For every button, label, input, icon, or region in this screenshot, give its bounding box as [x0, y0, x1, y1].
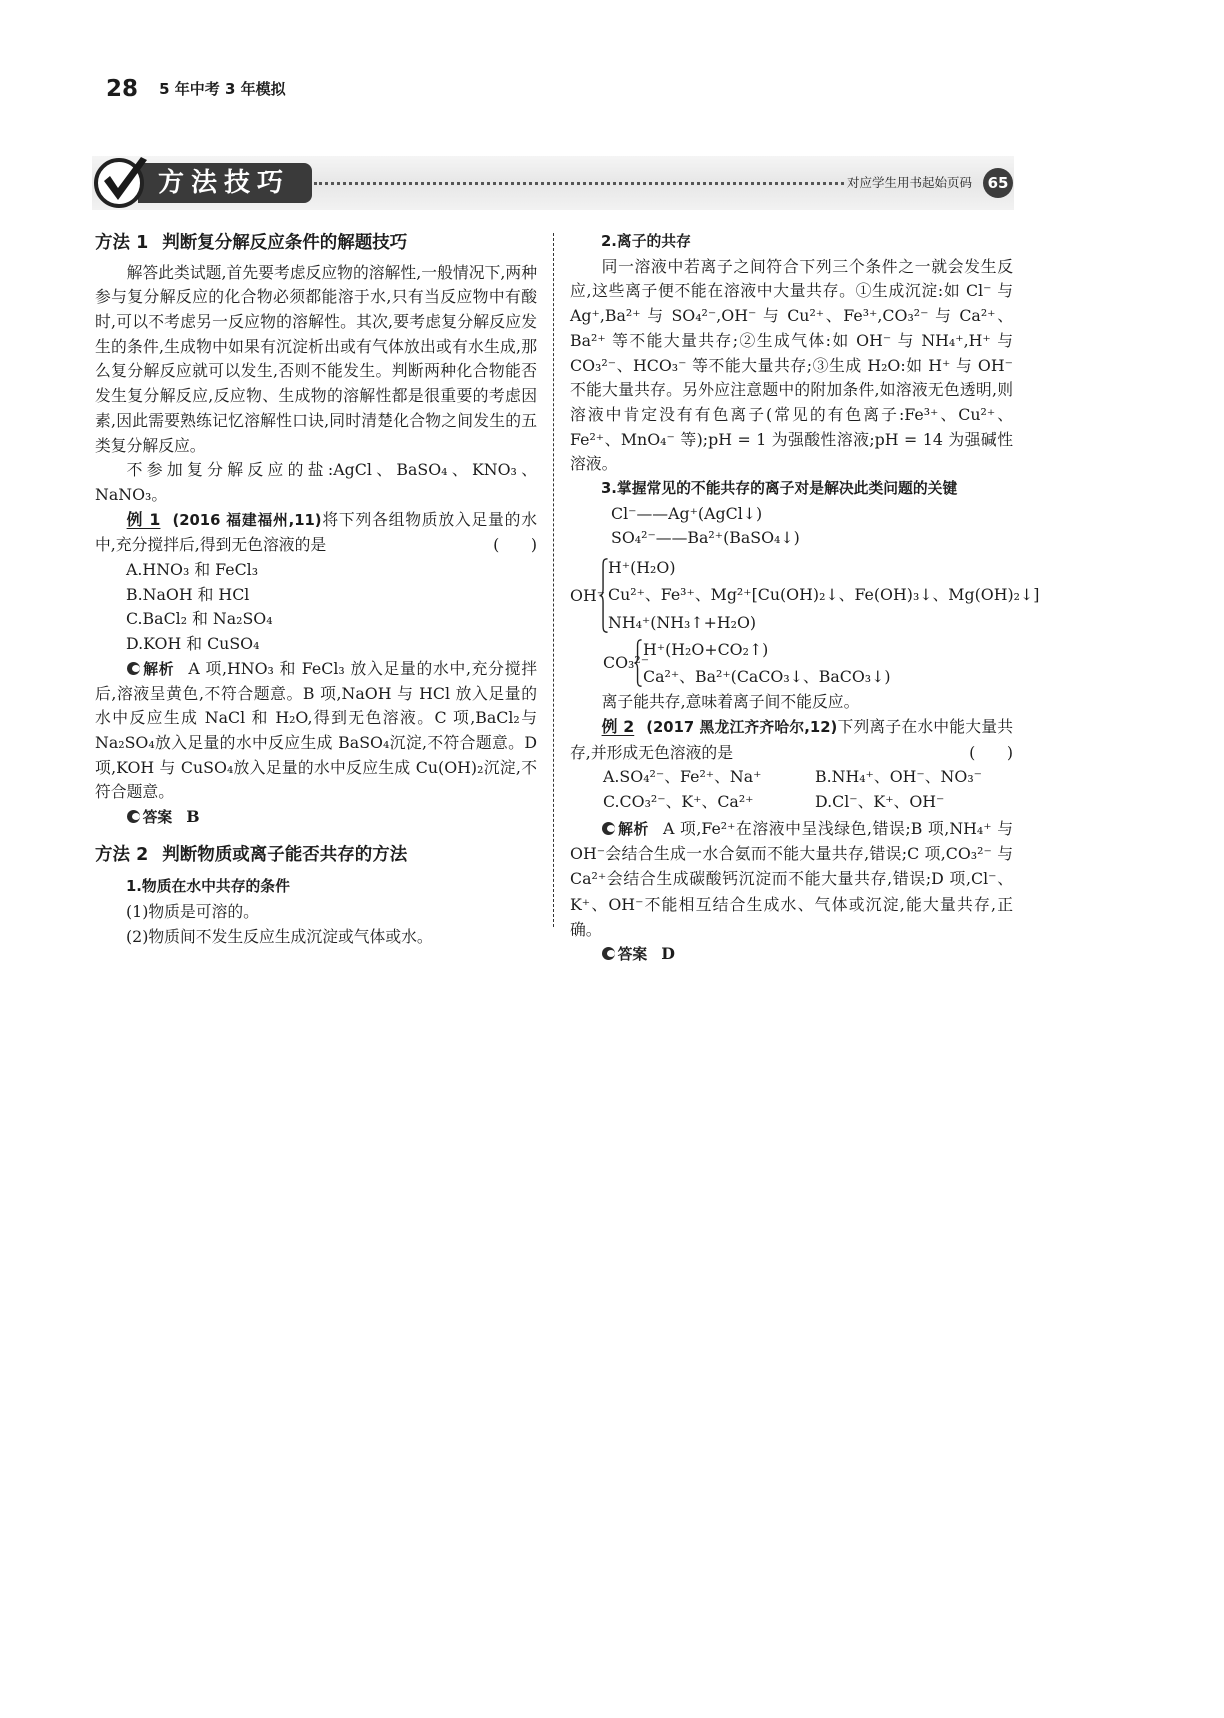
right-column: [570, 230, 1040, 967]
method-label: 方法 2: [95, 844, 149, 865]
answer-icon: [127, 810, 140, 823]
hydroxide-ion-group: [570, 554, 1040, 637]
non-reacting-salts-note: 不参加复分解反应的盐:AgCl、BaSO₄、KNO₃、NaNO₃。: [95, 460, 537, 504]
method-title: 判断复分解反应条件的解题技巧: [162, 233, 408, 253]
option-c: C.CO₃²⁻、K⁺、Ca²⁺: [603, 792, 754, 812]
method-2-heading: [95, 842, 537, 868]
page-header: [106, 74, 286, 104]
page-ref-number: 65: [983, 168, 1013, 198]
page-ref-label: 对应学生用书起始页码: [847, 175, 973, 190]
subsection-heading: 1.物质在水中共存的条件: [126, 878, 290, 896]
example-2-question: [570, 715, 1013, 765]
analysis-text: A 项,HNO₃ 和 FeCl₃ 放入足量的水中,充分搅拌后,溶液呈黄色,不符合题意。B 项,NaOH 与 HCl 放入足量的水中反应生成 NaCl 和 H₂O,得到无色溶液。C 项,BaCl₂与 Na₂SO₄放入足量的水中反应生成 BaSO₄沉淀,不符合题意。D 项,KOH 与 CuSO₄放入足量的水中反应生成 Cu(OH)₂沉淀,不符合题意。: [95, 658, 537, 802]
option-d: D.KOH 和 CuSO₄: [126, 634, 260, 654]
group-item: NH₄⁺(NH₃↑+H₂O): [608, 612, 757, 632]
example-1-analysis: [95, 657, 537, 805]
coexistence-note: 离子能共存,意味着离子间不能反应。: [601, 692, 860, 712]
example-2-options: [570, 765, 1013, 814]
option-a: A.SO₄²⁻、Fe²⁺、Na⁺: [603, 767, 762, 787]
condition-item: (1)物质是可溶的。: [126, 902, 259, 922]
answer-value: B: [186, 807, 200, 827]
example-source: (2016 福建福州,11): [172, 511, 322, 529]
section-title: 方法技巧: [138, 163, 312, 203]
answer-bracket: ( ): [969, 742, 1013, 762]
example-1-question: [95, 508, 537, 558]
example-2-analysis: [570, 816, 1013, 942]
ion-pair: Cl⁻——Ag⁺(AgCl↓): [611, 503, 763, 523]
checkmark-icon: [100, 152, 150, 204]
section-banner: [92, 156, 1014, 210]
condition-item: (2)物质间不发生反应生成沉淀或气体或水。: [126, 926, 433, 946]
page-number: 28: [106, 76, 139, 102]
ion-pair: SO₄²⁻——Ba²⁺(BaSO₄↓): [611, 528, 800, 548]
answer-label: 答案: [142, 809, 173, 827]
group-item: Cu²⁺、Fe³⁺、Mg²⁺[Cu(OH)₂↓、Fe(OH)₃↓、Mg(OH)₂↓]: [608, 585, 1040, 605]
group-item: H⁺(H₂O+CO₂↑): [643, 640, 769, 660]
example-label: 例 2: [601, 716, 635, 736]
dotted-leader: [314, 182, 844, 185]
subsection-heading: 3.掌握常见的不能共存的离子对是解决此类问题的关键: [601, 480, 958, 498]
example-2-answer: [570, 942, 1013, 967]
method-title: 判断物质或离子能否共存的方法: [162, 844, 408, 865]
ion-coexistence-explanation: 同一溶液中若离子之间符合下列三个条件之一就会发生反应,这些离子便不能在溶液中大量共存。①生成沉淀:如 Cl⁻ 与 Ag⁺,Ba²⁺ 与 SO₄²⁻,OH⁻ 与 Cu²⁺、Fe³⁺,CO₃²⁻ 与 Ca²⁺、Ba²⁺ 等不能大量共存;②生成气体:如 OH⁻ 与 NH₄⁺,H⁺ 与 CO₃²⁻、HCO₃⁻ 等不能大量共存;③生成 H₂O:如 H⁺ 与 OH⁻不能大量共存。另外应注意题中的附加条件,如溶液无色透明,则溶液中肯定没有有色离子(常见的有色离子:Fe³⁺、Cu²⁺、Fe²⁺、MnO₄⁻ 等);pH = 1 为强酸性溶液;pH = 14 为强碱性溶液。: [570, 256, 1013, 474]
example-source: (2017 黑龙江齐齐哈尔,12): [646, 718, 838, 736]
analysis-label: 解析: [142, 660, 175, 678]
book-title: 5 年中考 3 年模拟: [159, 80, 286, 98]
group-items: [608, 554, 1039, 637]
carbonate-ion-group: [570, 636, 1013, 690]
method-1-explanation: 解答此类试题,首先要考虑反应物的溶解性,一般情况下,两种参与复分解反应的化合物必须都能溶于水,只有当反应物中有酸时,可以不考虑另一反应物的溶解性。其次,要考虑复分解反应发生的条件,生成物中如果有沉淀析出或有气体放出或有水生成,那么复分解反应就可以发生,否则不能发生。判断两种化合物能否发生复分解反应,反应物、生成物的溶解性都是很重要的考虑因素,因此需要熟练记忆溶解性口诀,同时清楚化合物之间发生的五类复分解反应。: [95, 262, 537, 455]
analysis-label: 解析: [617, 820, 649, 838]
example-label: 例 1: [126, 509, 161, 529]
method-1-heading: [95, 230, 537, 256]
group-item: Ca²⁺、Ba²⁺(CaCO₃↓、BaCO₃↓): [643, 667, 891, 687]
option-c: C.BaCl₂ 和 Na₂SO₄: [126, 609, 273, 629]
curly-brace: [599, 558, 608, 633]
answer-icon: [602, 947, 615, 960]
answer-value: D: [661, 944, 675, 964]
analysis-text: A 项,Fe²⁺在溶液中呈浅绿色,错误;B 项,NH₄⁺ 与 OH⁻会结合生成一水合氨而不能大量共存,错误;C 项,CO₃²⁻ 与 Ca²⁺会结合生成碳酸钙沉淀而不能大量共存,错误;D 项,Cl⁻、K⁺、OH⁻不能相互结合生成水、气体或沉淀,能大量共存,正确。: [570, 818, 1013, 939]
example-question-text: 下列离子在水中能大量共存,并形成无色溶液的是: [570, 716, 1013, 762]
subsection-heading: 2.离子的共存: [601, 233, 691, 250]
example-1-options: [95, 558, 537, 657]
curly-brace: [634, 639, 642, 687]
option-d: D.Cl⁻、K⁺、OH⁻: [815, 792, 945, 812]
analysis-icon: [602, 822, 615, 835]
method-label: 方法 1: [95, 233, 149, 253]
analysis-icon: [127, 662, 140, 675]
left-column: [95, 230, 537, 949]
example-1-answer: [95, 805, 537, 830]
example-question-text: 将下列各组物质放入足量的水中,充分搅拌后,得到无色溶液的是: [95, 509, 537, 555]
option-a: A.HNO₃ 和 FeCl₃: [126, 560, 259, 580]
group-items: [643, 636, 891, 690]
group-ion-label: CO₃²⁻: [603, 653, 650, 673]
answer-bracket: ( ): [493, 535, 537, 555]
answer-label: 答案: [617, 946, 648, 964]
column-divider: [553, 233, 554, 927]
group-ion-label: OH⁻: [570, 585, 606, 605]
option-b: B.NH₄⁺、OH⁻、NO₃⁻: [815, 767, 983, 787]
group-item: H⁺(H₂O): [608, 557, 676, 577]
option-b: B.NaOH 和 HCl: [126, 584, 250, 604]
